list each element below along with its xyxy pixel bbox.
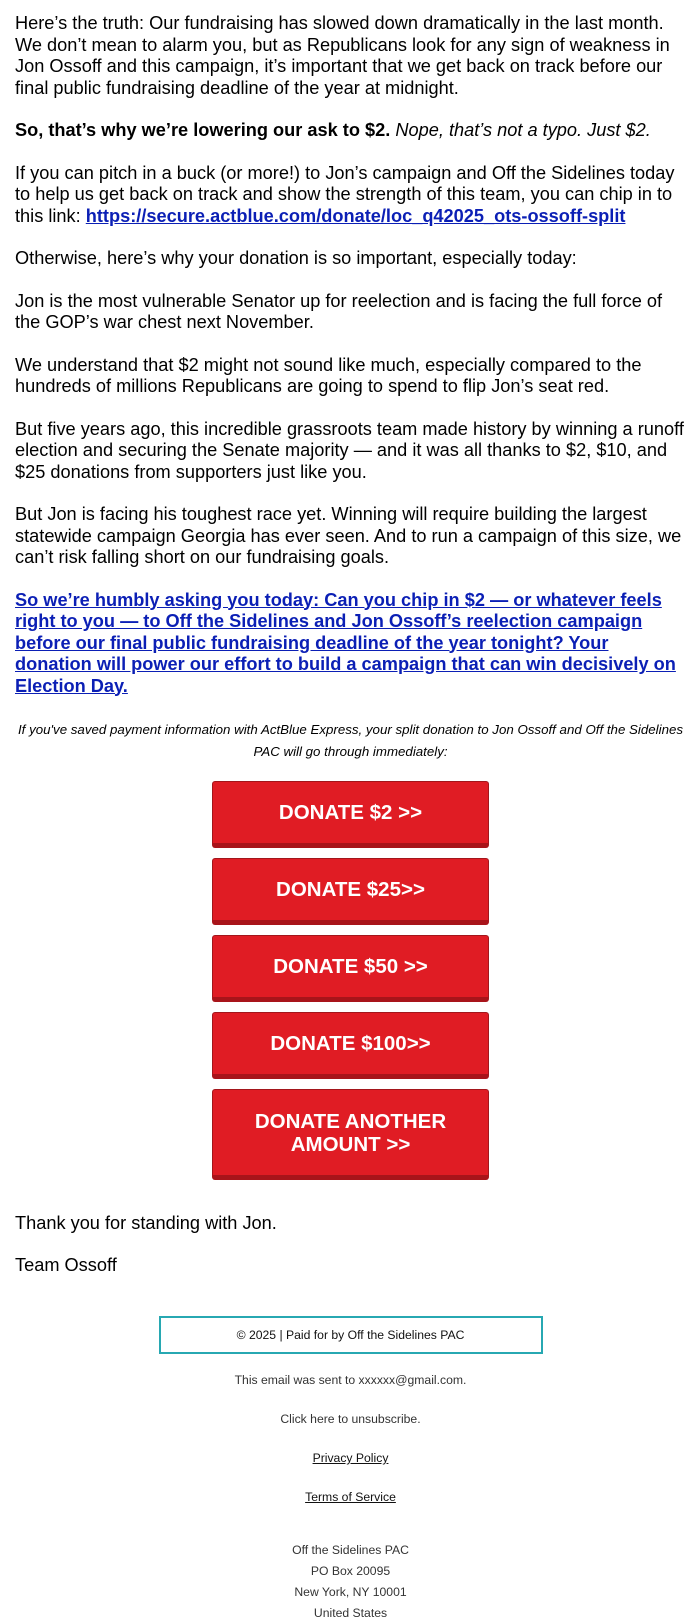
address-po-box: PO Box 20095 bbox=[310, 1564, 391, 1578]
donate-50-button[interactable]: DONATE $50 >> bbox=[212, 935, 489, 1002]
paid-for-text: © 2025 | Paid for by Off the Sidelines PAC bbox=[236, 1328, 465, 1342]
footer bbox=[15, 1316, 686, 1624]
why-paragraph: Otherwise, here’s why your donation is so important, especially today: bbox=[15, 248, 577, 268]
terms-of-service-link[interactable]: Terms of Service bbox=[305, 1490, 396, 1504]
vulnerable-paragraph: Jon is the most vulnerable Senator up for reelection and is facing the full force of the GOP’s war chest next November. bbox=[15, 290, 663, 332]
donate-2-button[interactable]: DONATE $2 >> bbox=[212, 781, 489, 848]
donate-25-button[interactable]: DONATE $25>> bbox=[212, 858, 489, 925]
lower-ask-bold: So, that’s why we’re lowering our ask to $2. bbox=[15, 120, 391, 140]
pitch-in-text: If you can pitch in a buck (or more!) to Jon’s campaign and Off the Sidelines today to help us get back on track and show the strength of this team, you can chip in to this link: bbox=[15, 162, 675, 226]
intro-paragraph: Here’s the truth: Our fundraising has slowed down dramatically in the last month. We don’t mean to alarm you, but as Republicans look for any sign of weakness in Jon Ossoff and this campaign, it’s important that we get back on track before our final public fundraising deadline of the year at midnight. bbox=[15, 13, 670, 98]
actblue-link[interactable]: https://secure.actblue.com/donate/loc_q42025_ots-ossoff-split bbox=[85, 205, 626, 226]
toughest-race-paragraph: But Jon is facing his toughest race yet. Winning will require building the largest statewide campaign Georgia has ever seen. And to run a campaign of this size, we can’t risk falling short on our fundraising goals. bbox=[15, 504, 682, 567]
address-name: Off the Sidelines PAC bbox=[292, 1543, 409, 1557]
donate-100-button[interactable]: DONATE $100>> bbox=[212, 1012, 489, 1079]
lower-ask-paragraph bbox=[15, 120, 686, 142]
address-city: New York, NY 10001 bbox=[294, 1585, 407, 1599]
actblue-express-note: If you've saved payment information with ActBlue Express, your split donation to Jon Ossoff and Off the Sidelines PAC will go through immediately: bbox=[17, 722, 684, 759]
paid-for-box bbox=[159, 1316, 543, 1354]
donate-other-amount-button[interactable]: DONATE ANOTHER AMOUNT >> bbox=[212, 1089, 489, 1180]
privacy-policy-link[interactable]: Privacy Policy bbox=[312, 1451, 389, 1465]
two-dollar-paragraph: We understand that $2 might not sound like much, especially compared to the hundreds of millions Republicans are going to spend to flip Jon’s seat red. bbox=[15, 354, 642, 396]
cta-link[interactable]: So we’re humbly asking you today: Can you chip in $2 — or whatever feels right to you — to Off the Sidelines and Jon Ossoff’s reelection campaign before our final public fundraising deadline of the year tonight? Your donation will power our effort to build a campaign that can win decisively on Election Day. bbox=[15, 589, 676, 696]
team-signature: Team Ossoff bbox=[15, 1254, 117, 1275]
history-paragraph: But five years ago, this incredible grassroots team made history by winning a runoff election and securing the Senate majority — and it was all thanks to $2, $10, and $25 donations from supporters just like you. bbox=[15, 418, 684, 482]
pitch-in-paragraph bbox=[15, 163, 686, 228]
sent-to-text: This email was sent to xxxxxx@gmail.com. bbox=[234, 1373, 467, 1387]
address-country: United States bbox=[313, 1606, 388, 1620]
unsubscribe-link[interactable]: Click here to unsubscribe. bbox=[280, 1412, 421, 1426]
thanks-line: Thank you for standing with Jon. bbox=[15, 1213, 277, 1233]
mailing-address bbox=[15, 1540, 686, 1624]
lower-ask-italic: Nope, that’s not a typo. Just $2. bbox=[395, 120, 651, 140]
donate-buttons bbox=[15, 781, 686, 1190]
